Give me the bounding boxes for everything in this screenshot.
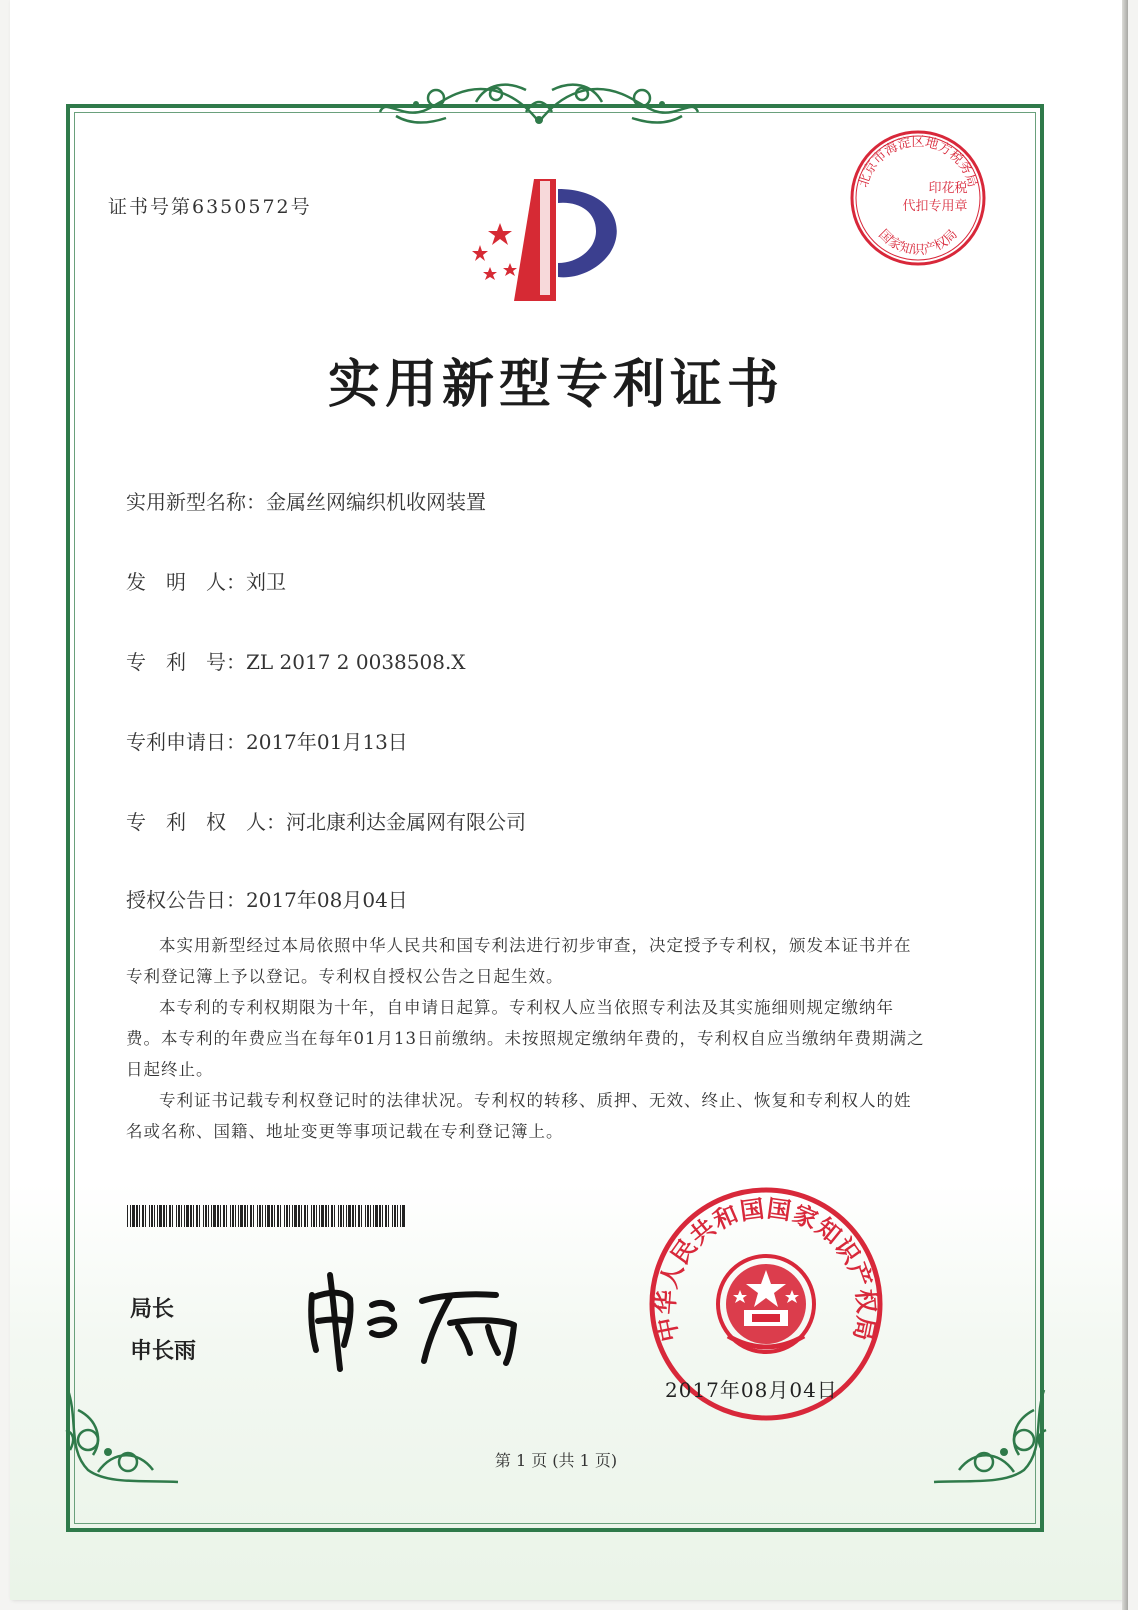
field-application-date <box>126 726 408 755</box>
certificate-number: 证书号第6350572号 <box>108 196 312 218</box>
tax-seal-inner-line1: 印花税 <box>928 181 968 196</box>
tax-seal-inner-line2: 代扣专用章 <box>902 199 968 214</box>
field-label: 授权公告日： <box>126 888 246 912</box>
director-title: 局长 <box>130 1297 175 1322</box>
bottom-left-ornament-icon <box>58 1380 188 1490</box>
paragraph-grant: 本实用新型经过本局依照中华人民共和国专利法进行初步审查，决定授予专利权，颁发本证书并在专利登记簿上予以登记。专利权自授权公告之日起生效。 <box>126 936 912 986</box>
patent-office-emblem-icon <box>460 175 630 305</box>
field-label: 专利申请日： <box>126 730 246 754</box>
field-patentee <box>126 806 526 835</box>
page-edge <box>1122 0 1128 1610</box>
field-label: 实用新型名称： <box>126 490 266 514</box>
top-ornament-icon <box>376 72 702 132</box>
tax-seal-ring-text: 北京市海淀区地方税务局 <box>856 135 980 190</box>
director-name: 申长雨 <box>130 1339 197 1364</box>
svg-text:国家知识产权局 <box>875 227 960 258</box>
bottom-right-ornament-icon <box>924 1380 1054 1490</box>
field-utility-model-name <box>126 486 486 515</box>
barcode-icon <box>127 1205 407 1227</box>
certificate-title: 实用新型专利证书 <box>327 355 784 415</box>
paragraph-term: 本专利的专利权期限为十年，自申请日起算。专利权人应当依照专利法及其实施细则规定缴纳年费。本专利的年费应当在每年01月13日前缴纳。未按照规定缴纳年费的，专利权自应当缴纳年费期满之日起终止。 <box>126 998 925 1079</box>
national-emblem-icon <box>718 1256 814 1352</box>
field-value: ZL 2017 2 0038508.X <box>246 650 466 674</box>
field-label: 专 利 号： <box>126 650 246 674</box>
field-label: 专 利 权 人： <box>126 810 286 834</box>
field-label: 发 明 人： <box>126 570 246 594</box>
page-number: 第 1 页 (共 1 页) <box>494 1451 618 1470</box>
paragraph-legal-status: 专利证书记载专利权登记时的法律状况。专利权的转移、质押、无效、终止、恢复和专利权人的姓名或名称、国籍、地址变更等事项记载在专利登记簿上。 <box>126 1091 912 1141</box>
field-grant-date <box>126 884 408 913</box>
ip-seal-ring-text: 中华人民共和国国家知识产权局 <box>651 1194 881 1344</box>
field-value: 河北康利达金属网有限公司 <box>286 810 526 834</box>
field-value: 刘卫 <box>246 570 286 594</box>
field-value: 2017年08月04日 <box>246 888 408 912</box>
field-patent-number <box>126 646 466 675</box>
tax-seal-ring-text-bottom: 国家知识产权局 <box>875 227 961 258</box>
seal-date: 2017年08月04日 <box>665 1378 838 1402</box>
field-inventor <box>126 566 286 595</box>
field-value: 2017年01月13日 <box>246 730 408 754</box>
director-signature-icon <box>300 1265 550 1375</box>
field-value: 金属丝网编织机收网装置 <box>266 490 486 514</box>
